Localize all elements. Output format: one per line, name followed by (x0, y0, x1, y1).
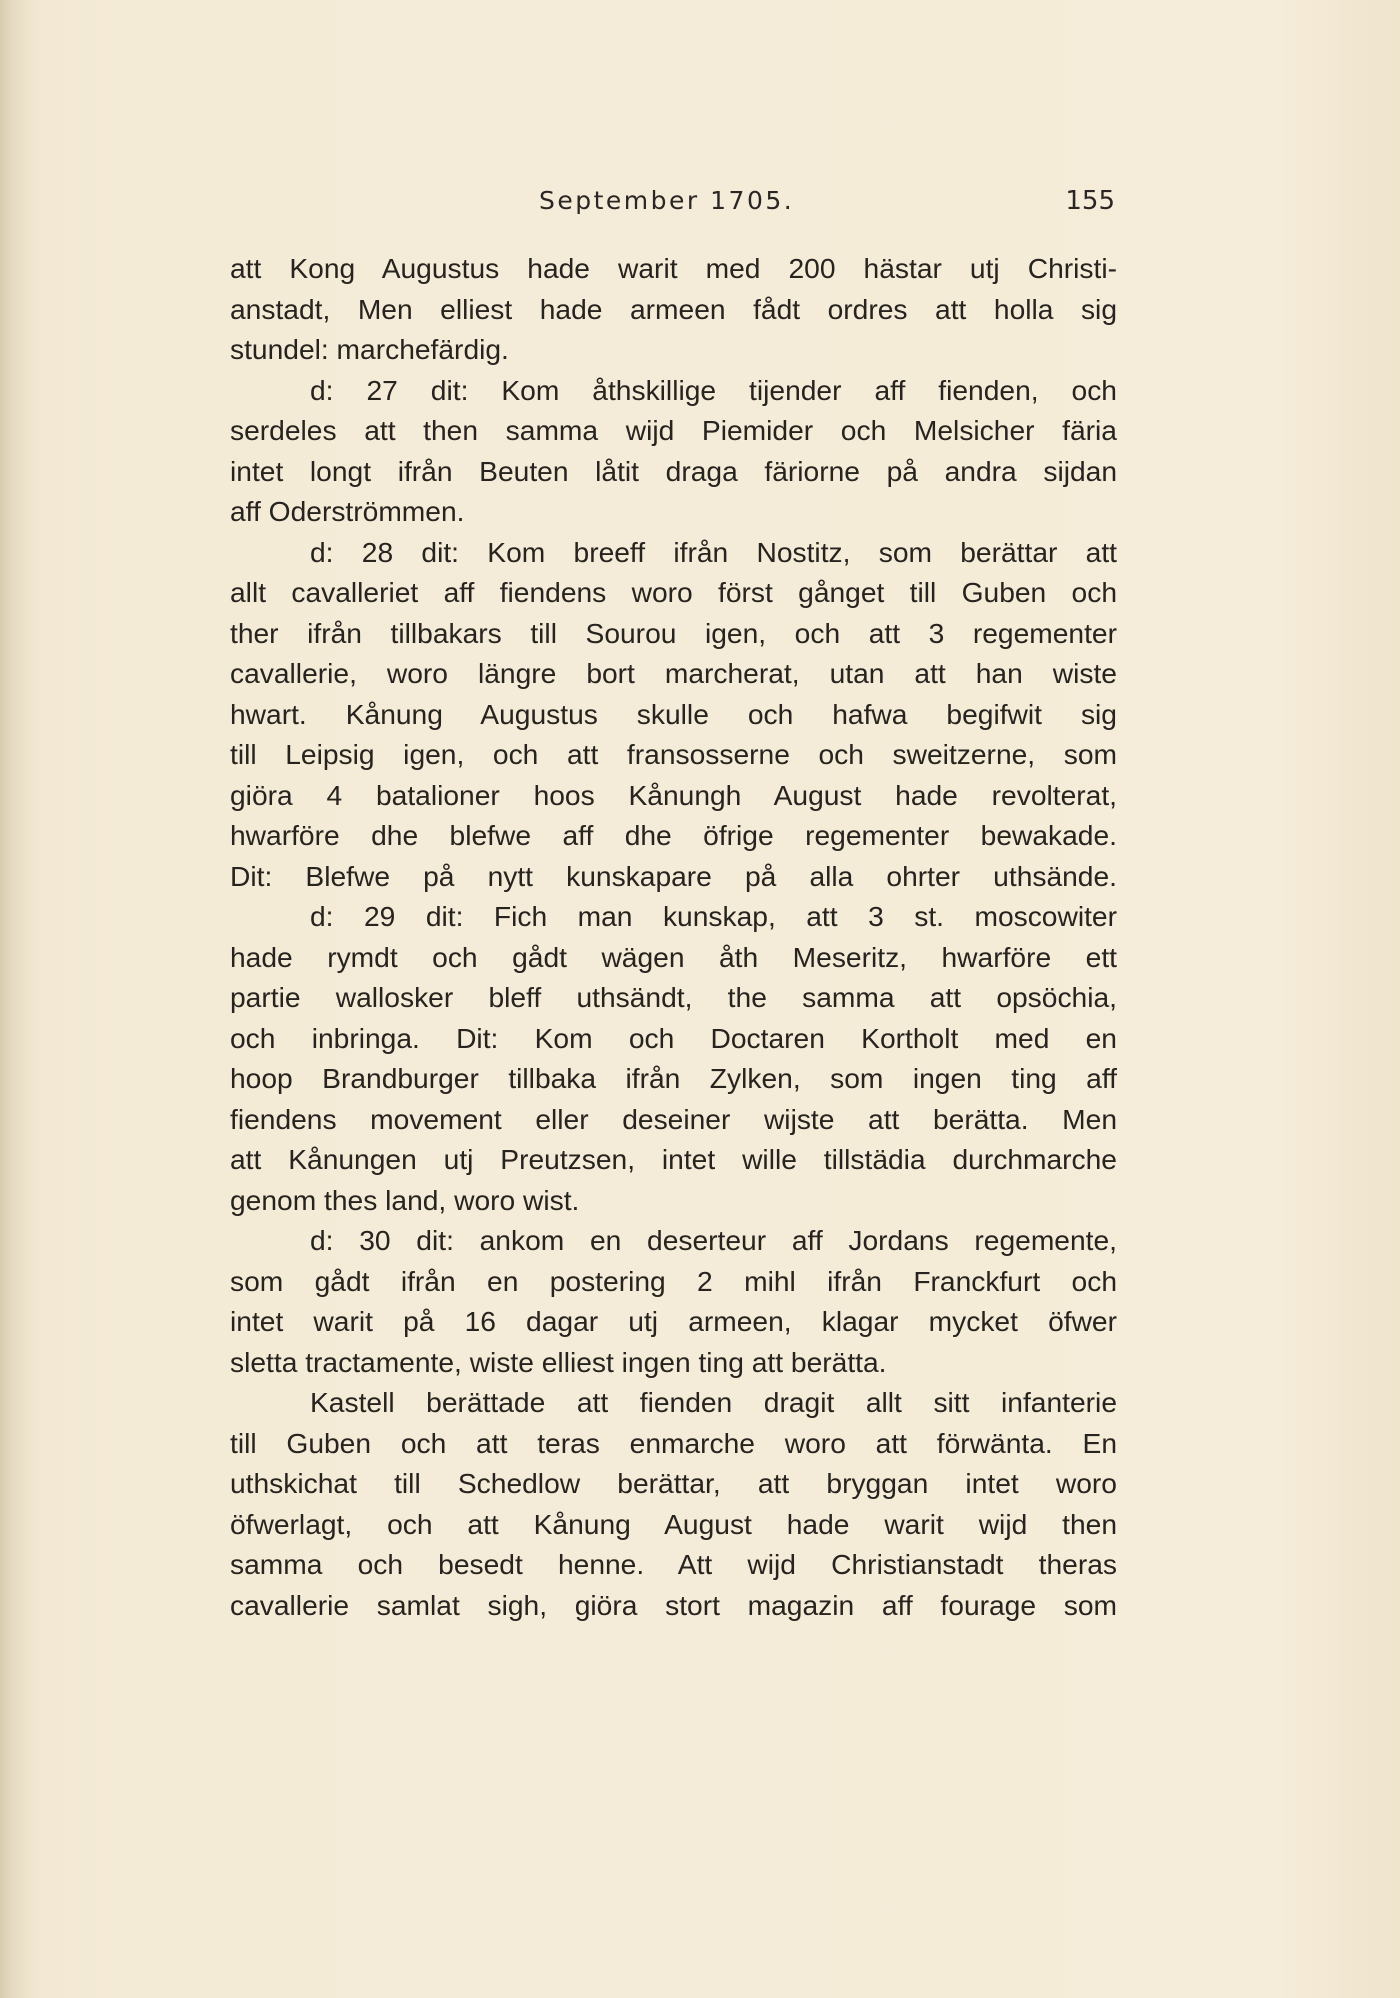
text-line: hade rymdt och gådt wägen åth Meseritz, hwarföre ett (230, 940, 1117, 973)
text-line: d: 28 dit: Kom breeff ifrån Nostitz, som berättar att (310, 535, 1117, 568)
text-line: att Kånungen utj Preutzsen, intet wille tillstädia durchmarche (230, 1143, 1117, 1175)
page-number: 155 (1065, 186, 1115, 216)
text-line: till Guben och att teras enmarche woro att förwänta. En (230, 1426, 1117, 1459)
text-line: Dit: Blefwe på nytt kunskapare på alla ohrter uthsände. (230, 859, 1117, 892)
text-line: stundel: marchefärdig. (230, 333, 509, 365)
page-header (230, 186, 1117, 226)
text-line: d: 27 dit: Kom åthskillige tijender aff fienden, och (310, 373, 1117, 406)
text-line: ther ifrån tillbakars till Sourou igen, och att 3 regementer (230, 616, 1117, 649)
running-title: September 1705. (539, 186, 795, 215)
text-line: intet warit på 16 dagar utj armeen, klagar mycket öfwer (230, 1305, 1117, 1337)
text-line: serdeles att then samma wijd Piemider och Melsicher färia (230, 414, 1117, 446)
text-line: hwart. Kånung Augustus skulle och hafwa begifwit sig (230, 697, 1117, 730)
text-line: och inbringa. Dit: Kom och Doctaren Kortholt med en (230, 1021, 1117, 1054)
text-line: samma och besedt henne. Att wijd Christianstadt theras (230, 1548, 1117, 1580)
text-line: till Leipsig igen, och att fransosserne och sweitzerne, som (230, 738, 1117, 770)
page-binding-edge (0, 0, 30, 1998)
text-line: intet longt ifrån Beuten låtit draga färiorne på andra sijdan (230, 454, 1117, 487)
text-line: sletta tractamente, wiste elliest ingen ting att berätta. (230, 1345, 887, 1378)
text-line: genom thes land, woro wist. (230, 1183, 580, 1216)
text-line: d: 29 dit: Fich man kunskap, att 3 st. moscowiter (310, 900, 1117, 932)
text-line: Kastell berättade att fienden dragit allt sitt infanterie (310, 1386, 1117, 1418)
text-line: hwarföre dhe blefwe aff dhe öfrige regementer bewakade. (230, 819, 1117, 851)
text-line: som gådt ifrån en postering 2 mihl ifrån Franckfurt och (230, 1264, 1117, 1297)
text-line: fiendens movement eller deseiner wijste att berätta. Men (230, 1102, 1117, 1135)
text-line: d: 30 dit: ankom en deserteur aff Jordans regemente, (310, 1224, 1117, 1256)
text-line: aff Oderströmmen. (230, 495, 465, 527)
text-line: allt cavalleriet aff fiendens woro först gånget till Guben och (230, 576, 1117, 608)
body-text (230, 248, 1117, 1625)
text-line: cavallerie samlat sigh, giöra stort magazin aff fourage som (230, 1588, 1117, 1621)
text-line: öfwerlagt, och att Kånung August hade warit wijd then (230, 1507, 1117, 1540)
text-line: partie wallosker bleff uthsändt, the samma att opsöchia, (230, 981, 1117, 1013)
text-line: uthskichat till Schedlow berättar, att bryggan intet woro (230, 1467, 1117, 1499)
text-line: att Kong Augustus hade warit med 200 hästar utj Christi- (230, 252, 1117, 284)
text-line: cavallerie, woro längre bort marcherat, utan att han wiste (230, 657, 1117, 689)
text-line: anstadt, Men elliest hade armeen fådt ordres att holla sig (230, 292, 1117, 325)
text-line: hoop Brandburger tillbaka ifrån Zylken, som ingen ting aff (230, 1062, 1117, 1094)
text-line: giöra 4 batalioner hoos Kånungh August hade revolterat, (230, 778, 1117, 811)
